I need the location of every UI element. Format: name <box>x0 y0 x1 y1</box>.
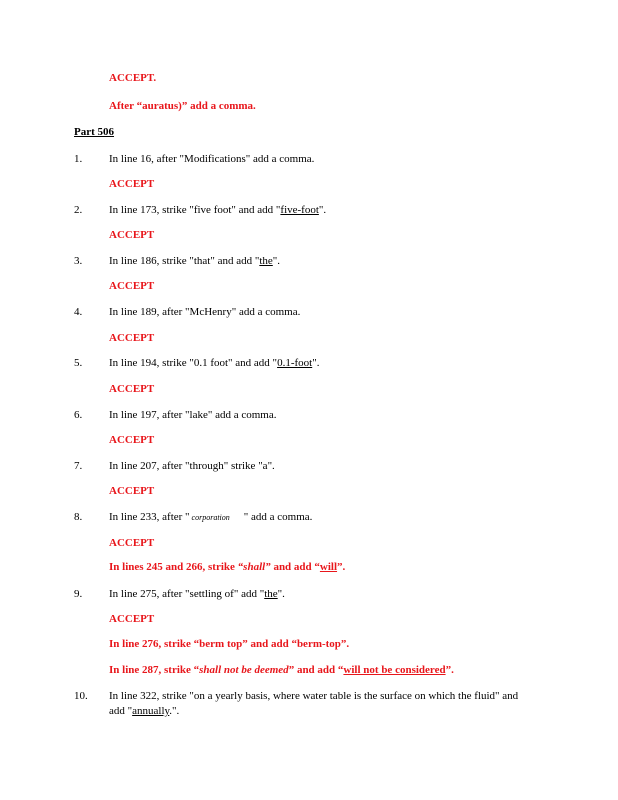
item-number: 1. <box>74 153 83 165</box>
amendment-red-line: In line 276, strike “berm top” and add “berm-top”. <box>109 638 350 650</box>
inserted-text: five-foot <box>280 204 319 216</box>
accept-label: ACCEPT <box>109 434 155 446</box>
item-text-post: ". <box>312 357 320 369</box>
item-text-pre: In line 194, strike "0.1 foot" and add " <box>109 357 278 369</box>
red-italic-phrase: shall not be deemed <box>199 664 289 676</box>
item-text <box>109 510 312 525</box>
item-text: In line 197, after "lake" add a comma. <box>109 409 277 421</box>
italic-word: corporation <box>191 513 230 522</box>
item-text-pre: In line 275, after "settling of" add " <box>109 588 265 600</box>
item-text-post: " add a comma. <box>243 511 313 523</box>
accept-label: ACCEPT <box>109 383 155 395</box>
accept-label: ACCEPT <box>109 332 155 344</box>
red-text-e: ”. <box>445 664 454 676</box>
item-text-post: ". <box>272 255 281 267</box>
item-text-post: ". <box>277 588 285 600</box>
amendment-note-top <box>109 99 256 113</box>
item-text: In line 207, after "through" strike "a". <box>109 460 275 472</box>
red-inserted-phrase: will not be considered <box>343 664 446 676</box>
accept-label: ACCEPT <box>109 613 155 625</box>
red-italic-word: “shall” <box>237 561 271 573</box>
item-text <box>109 356 319 370</box>
red-text-c: and add “ <box>270 561 320 573</box>
accept-label: ACCEPT <box>109 280 155 292</box>
accept-label: ACCEPT <box>109 178 155 190</box>
item-text-post: .". <box>169 705 180 717</box>
note-quoted: “auratus)” <box>136 100 188 112</box>
item-number: 3. <box>74 255 83 267</box>
item-number: 2. <box>74 204 83 216</box>
section-heading: Part 506 <box>74 126 115 138</box>
red-inserted-word: will <box>319 561 338 573</box>
red-text-a: In line 287, strike “ <box>109 664 200 676</box>
item-number: 6. <box>74 409 83 421</box>
item-number: 5. <box>74 357 83 369</box>
amendment-red-line <box>109 560 345 574</box>
item-text-continued <box>109 704 179 718</box>
item-text-pre: In line 173, strike "five foot" and add " <box>109 204 281 216</box>
inserted-text: 0.1-foot <box>277 357 313 369</box>
item-text: In line 322, strike "on a yearly basis, where water table is the surface on which the fluid" and <box>109 690 519 702</box>
item-number: 8. <box>74 511 83 523</box>
item-number: 9. <box>74 588 83 600</box>
inserted-text: the <box>259 255 273 267</box>
item-text: In line 189, after "McHenry" add a comma. <box>109 306 301 318</box>
item-text-pre: add " <box>109 705 133 717</box>
inserted-text: the <box>264 588 278 600</box>
item-text <box>109 587 285 601</box>
item-number: 4. <box>74 306 83 318</box>
accept-note-top: ACCEPT. <box>109 72 157 84</box>
accept-label: ACCEPT <box>109 229 155 241</box>
item-text <box>109 203 326 217</box>
item-text-post: ". <box>318 204 327 216</box>
item-number: 7. <box>74 460 83 472</box>
note-text-b: add a comma. <box>187 100 256 112</box>
red-text-a: In lines 245 and 266, strike <box>109 561 238 573</box>
item-number: 10. <box>74 690 88 702</box>
red-text-e: ”. <box>337 561 346 573</box>
red-text-c: ” and add “ <box>288 664 344 676</box>
item-text-pre: In line 233, after " <box>109 511 190 523</box>
accept-label: ACCEPT <box>109 537 155 549</box>
amendment-red-line <box>109 663 454 677</box>
item-text-pre: In line 186, strike "that" and add " <box>109 255 260 267</box>
accept-label: ACCEPT <box>109 485 155 497</box>
note-text-a: After <box>109 100 137 112</box>
item-text <box>109 254 280 268</box>
inserted-text: annually <box>132 705 170 717</box>
item-text: In line 16, after "Modifications" add a comma. <box>109 153 315 165</box>
